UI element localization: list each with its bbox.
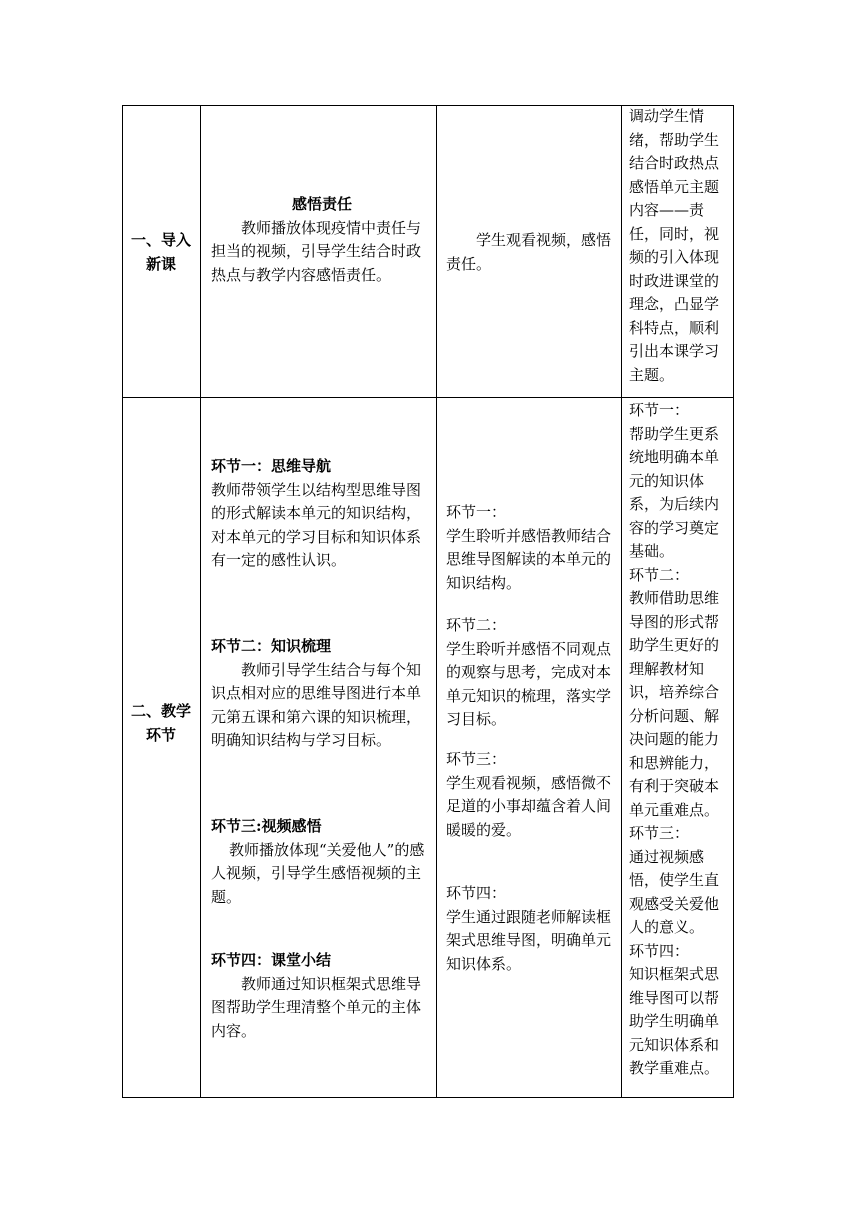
stage-label-line: 环节 (145, 725, 176, 744)
student-step-four (446, 882, 620, 976)
stage-label-line: 新课 (145, 254, 176, 273)
step-text: 教师借助思维导图的形式帮助学生更好的理解教材知识，培养综合分析问题、解决问题的能力和思辨能力，有利于突破本单元重难点。 (629, 589, 720, 819)
table-border-bottom (122, 1097, 734, 1098)
column-divider (200, 105, 201, 1098)
stage-cell-teaching (124, 700, 198, 747)
row-divider (122, 397, 734, 398)
section-heading: 感悟责任 (291, 195, 352, 213)
step-label: 环节二： (446, 616, 507, 634)
step-label: 环节一： (629, 401, 690, 419)
teacher-step-two (211, 635, 433, 753)
step-text: 知识框架式思维导图可以帮助学生明确单元知识体系和教学重难点。 (629, 965, 720, 1077)
step-text: 教师播放体现“关爱他人”的感人视频，引导学生感悟视频的主题。 (211, 840, 425, 906)
step-label: 环节一： (446, 503, 507, 521)
table-border-left (122, 105, 123, 1098)
column-divider (621, 105, 622, 1098)
step-heading: 环节三:视频感悟 (211, 817, 322, 835)
step-text: 学生通过跟随老师解读框架式思维导图，明确单元知识体系。 (446, 907, 612, 973)
intent-cell-intro (629, 105, 733, 387)
step-label: 环节二： (629, 565, 690, 584)
step-heading: 环节四：课堂小结 (211, 951, 332, 969)
lesson-plan-table (122, 105, 734, 1098)
teacher-step-four (211, 949, 433, 1043)
table-border-right (733, 105, 734, 1098)
stage-cell-intro (124, 229, 198, 276)
step-text: 教师带领学生以结构型思维导图的形式解读本单元的知识结构，对本单元的学习目标和知识体系有一定的感性认识。 (211, 480, 422, 569)
step-text: 通过视频感悟，使学生直观感受关爱他人的意义。 (629, 847, 720, 936)
step-heading: 环节二：知识梳理 (211, 637, 332, 655)
step-text: 学生观看视频，感悟微不足道的小事却蕴含着人间暖暖的爱。 (446, 773, 612, 839)
step-heading: 环节一：思维导航 (211, 457, 332, 475)
student-step-one (446, 501, 620, 595)
stage-label-line: 一、导入 (130, 231, 191, 249)
teacher-step-one (211, 455, 433, 573)
stage-label-line: 二、教学 (130, 702, 191, 720)
intent-column-teaching (629, 399, 733, 1081)
design-intent-text: 调动学生情绪，帮助学生结合时政热点感悟单元主题内容——责任，同时，视频的引入体现时政进课堂的理念，凸显学科特点，顺利引出本课学习主题。 (629, 107, 720, 384)
student-step-three (446, 748, 620, 842)
step-label: 环节三： (446, 750, 507, 768)
student-step-two (446, 614, 620, 732)
student-cell-intro (446, 229, 618, 276)
step-text: 学生聆听并感悟教师结合思维导图解读的本单元的知识结构。 (446, 526, 612, 592)
teacher-activity-text: 教师播放体现疫情中责任与担当的视频，引导学生结合时政热点与教学内容感悟责任。 (211, 218, 422, 284)
step-text: 帮助学生更系统地明确本单元的知识体系，为后续内容的学习奠定基础。 (629, 424, 720, 560)
student-activity-text: 学生观看视频，感悟责任。 (446, 231, 612, 273)
step-text: 学生聆听并感悟不同观点的观察与思考，完成对本单元知识的梳理，落实学习目标。 (446, 639, 612, 728)
step-text: 教师引导学生结合与每个知识点相对应的思维导图进行本单元第五课和第六课的知识梳理，明确知识结构与学习目标。 (211, 660, 422, 749)
step-text: 教师通过知识框架式思维导图帮助学生理清整个单元的主体内容。 (211, 974, 422, 1040)
teacher-step-three (211, 815, 433, 909)
teacher-cell-intro (211, 193, 433, 287)
step-label: 环节四： (629, 941, 690, 960)
step-label: 环节四： (446, 884, 507, 902)
step-label: 环节三： (629, 824, 690, 842)
column-divider (436, 105, 437, 1098)
